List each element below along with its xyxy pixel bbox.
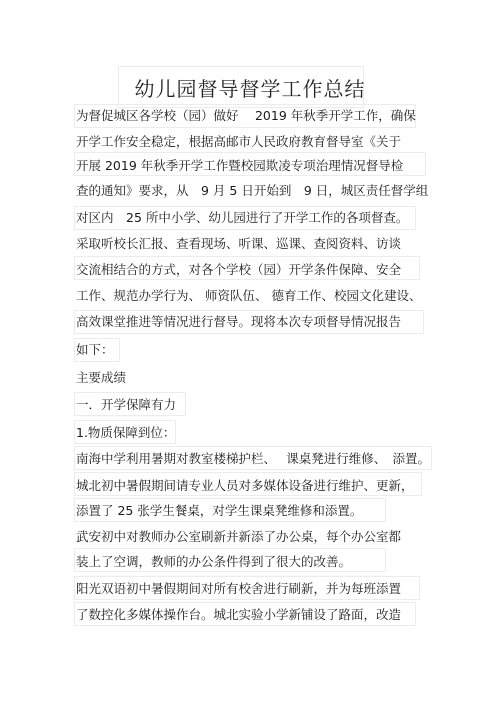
body-line-2: 开学工作安全稳定，根据高邮市人民政府教育督导室《关于: [76, 134, 402, 149]
body-line-15: 装上了空调，教师的办公条件得到了很大的改善。: [76, 554, 352, 569]
body-line-11: 南海中学利用暑期对教室楼梯护栏、 课桌凳进行维修、 添置。: [76, 451, 430, 466]
body-line-9: 高效课堂推进等情况进行督导。现将本次专项督导情况报告: [76, 314, 402, 329]
item-heading: 1.物质保障到位：: [76, 425, 176, 440]
body-line-10: 如下：: [76, 342, 114, 357]
body-line-4: 查的通知》要求，从 9 月 5 日开始到 9 日，城区责任督学组: [76, 183, 429, 198]
body-line-13: 添置了 25 张学生餐桌，对学生课桌凳维修和添置。: [76, 503, 363, 518]
body-line-7: 交流相结合的方式，对各个学校（园）开学条件保障、安全: [76, 262, 402, 277]
body-line-3: 开展 2019 年秋季开学工作暨校园欺凌专项治理情况督导检: [76, 158, 404, 173]
page-title: 幼儿园督导督学工作总结: [134, 77, 366, 101]
body-line-17: 了数控化多媒体操作台。城北实验小学新铺设了路面，改造: [76, 607, 402, 622]
body-line-5: 对区内 25 所中小学、幼儿园进行了开学工作的各项督查。: [76, 210, 409, 225]
body-line-16: 阳光双语初中暑假期间对所有校舍进行刷新，并为每班添置: [76, 581, 402, 596]
section-heading: 主要成绩: [76, 370, 127, 385]
body-line-8: 工作、规范办学行为、 师资队伍、 德育工作、校园文化建设、: [76, 288, 422, 303]
body-line-12: 城北初中暑假期间请专业人员对多媒体设备进行维护、更新，: [76, 478, 414, 493]
body-line-14: 武安初中对教师办公室刷新并新添了办公桌，每个办公室都: [76, 529, 402, 544]
body-line-1: 为督促城区各学校（园）做好 2019 年秋季开学工作，确保: [76, 108, 416, 123]
subsection-heading: 一．开学保障有力: [76, 397, 177, 412]
body-line-6: 采取听校长汇报、查看现场、听课、巡课、查阅资料、访谈: [76, 236, 402, 251]
